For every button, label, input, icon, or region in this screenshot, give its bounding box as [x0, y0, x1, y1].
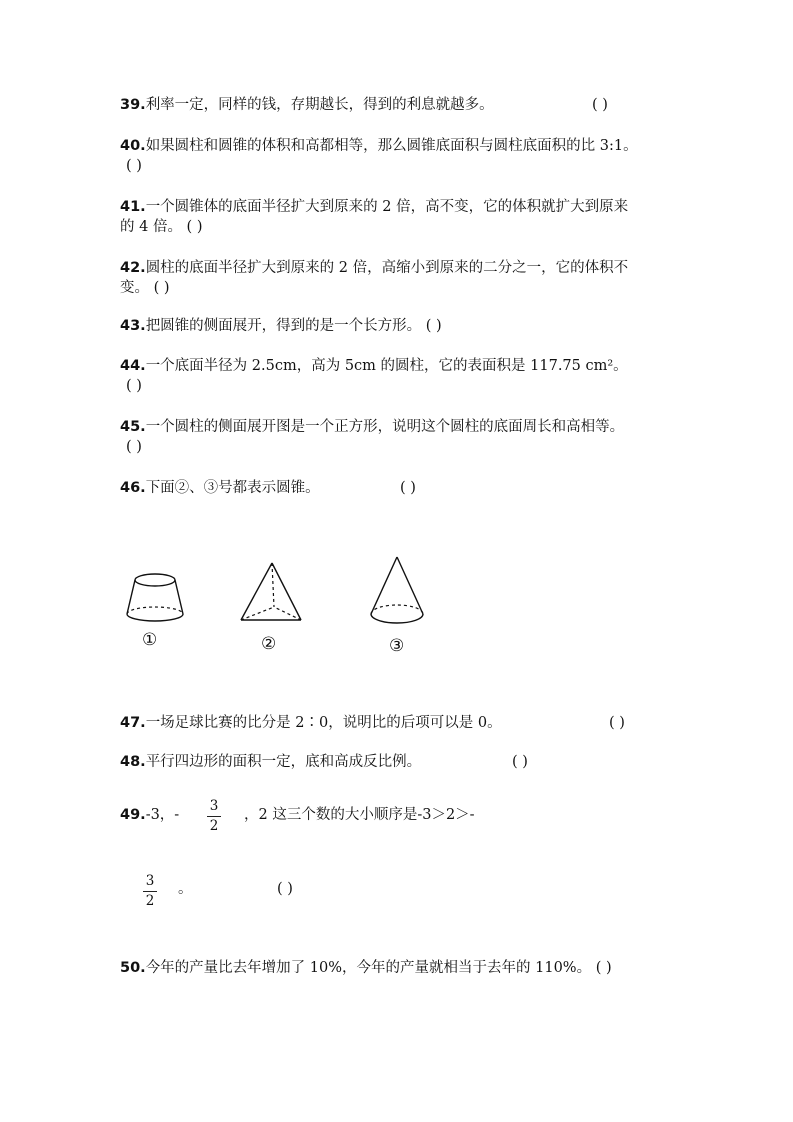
question-text: 下面②、③号都表示圆锥。: [145, 480, 320, 496]
question-number: 45.: [120, 419, 146, 435]
question-text: 一个圆锥体的底面半径扩大到原来的 2 倍，高不变，它的体积就扩大到原来: [145, 199, 629, 215]
question-40: [120, 136, 638, 156]
question-48: [120, 752, 421, 772]
question-50: [120, 958, 612, 978]
fraction-denominator: 2: [209, 818, 219, 834]
pyramid-figure: [238, 560, 304, 626]
figure-label-1: ①: [142, 630, 158, 650]
question-text: 平行四边形的面积一定，底和高成反比例。: [145, 754, 422, 770]
question-number: 47.: [120, 715, 146, 731]
question-text: 把圆锥的侧面展开，得到的是一个长方形。 ( ): [145, 318, 442, 334]
answer-blank-49[interactable]: ( ): [277, 881, 293, 897]
question-text-part1: -3，-: [145, 807, 180, 823]
question-number: 44.: [120, 358, 146, 374]
fraction-bar: [207, 816, 221, 817]
figure-label-2: ②: [261, 634, 277, 654]
question-text: 利率一定，同样的钱，存期越长，得到的利息就越多。: [145, 97, 494, 113]
answer-blank-40[interactable]: ( ): [126, 158, 142, 174]
question-number: 41.: [120, 199, 146, 215]
question-number: 46.: [120, 480, 146, 496]
frustum-figure: [122, 570, 188, 626]
question-42: [120, 258, 628, 278]
fraction-denominator: 2: [145, 893, 155, 909]
fraction-three-halves: [207, 798, 221, 835]
question-text: 一个圆柱的侧面展开图是一个正方形，说明这个圆柱的底面周长和高相等。: [145, 419, 625, 435]
answer-blank-48[interactable]: ( ): [512, 754, 528, 770]
question-41-line2: 的 4 倍。 ( ): [120, 219, 203, 235]
answer-blank-39[interactable]: ( ): [592, 97, 608, 113]
question-43: [120, 316, 442, 336]
question-number: 42.: [120, 260, 146, 276]
question-text-part2: ，2 这三个数的大小顺序是-3＞2＞-: [244, 807, 475, 823]
question-number: 43.: [120, 318, 146, 334]
question-text: 今年的产量比去年增加了 10%，今年的产量就相当于去年的 110%。 ( ): [145, 960, 612, 976]
question-44: [120, 356, 628, 376]
question-number: 40.: [120, 138, 146, 154]
question-text: 如果圆柱和圆锥的体积和高都相等，那么圆锥底面积与圆柱底面积的比 3:1。: [145, 138, 638, 154]
fraction-three-halves-2: [143, 873, 157, 910]
question-number: 48.: [120, 754, 146, 770]
figure-label-3: ③: [389, 636, 405, 656]
question-text: 一场足球比赛的比分是 2∶0，说明比的后项可以是 0。: [145, 715, 502, 731]
answer-blank-45[interactable]: ( ): [126, 439, 142, 455]
question-number: 49.: [120, 807, 146, 823]
question-49: [120, 805, 179, 825]
question-42-line2: 变。 ( ): [120, 280, 170, 296]
question-number: 50.: [120, 960, 146, 976]
question-46: [120, 478, 320, 498]
question-text: 圆柱的底面半径扩大到原来的 2 倍，高缩小到原来的二分之一，它的体积不: [145, 260, 629, 276]
answer-blank-44[interactable]: ( ): [126, 378, 142, 394]
question-47: [120, 713, 502, 733]
question-text: 一个底面半径为 2.5cm，高为 5cm 的圆柱，它的表面积是 117.75 cm²。: [145, 358, 628, 374]
answer-blank-46[interactable]: ( ): [400, 480, 416, 496]
fraction-bar: [143, 891, 157, 892]
question-41: [120, 197, 628, 217]
fraction-numerator: 3: [209, 798, 219, 814]
cone-figure: [366, 555, 428, 631]
question-number: 39.: [120, 97, 146, 113]
question-39: [120, 95, 494, 115]
fraction-numerator: 3: [145, 873, 155, 889]
question-text-part3: 。: [178, 881, 193, 897]
answer-blank-47[interactable]: ( ): [609, 715, 625, 731]
question-45: [120, 417, 624, 437]
